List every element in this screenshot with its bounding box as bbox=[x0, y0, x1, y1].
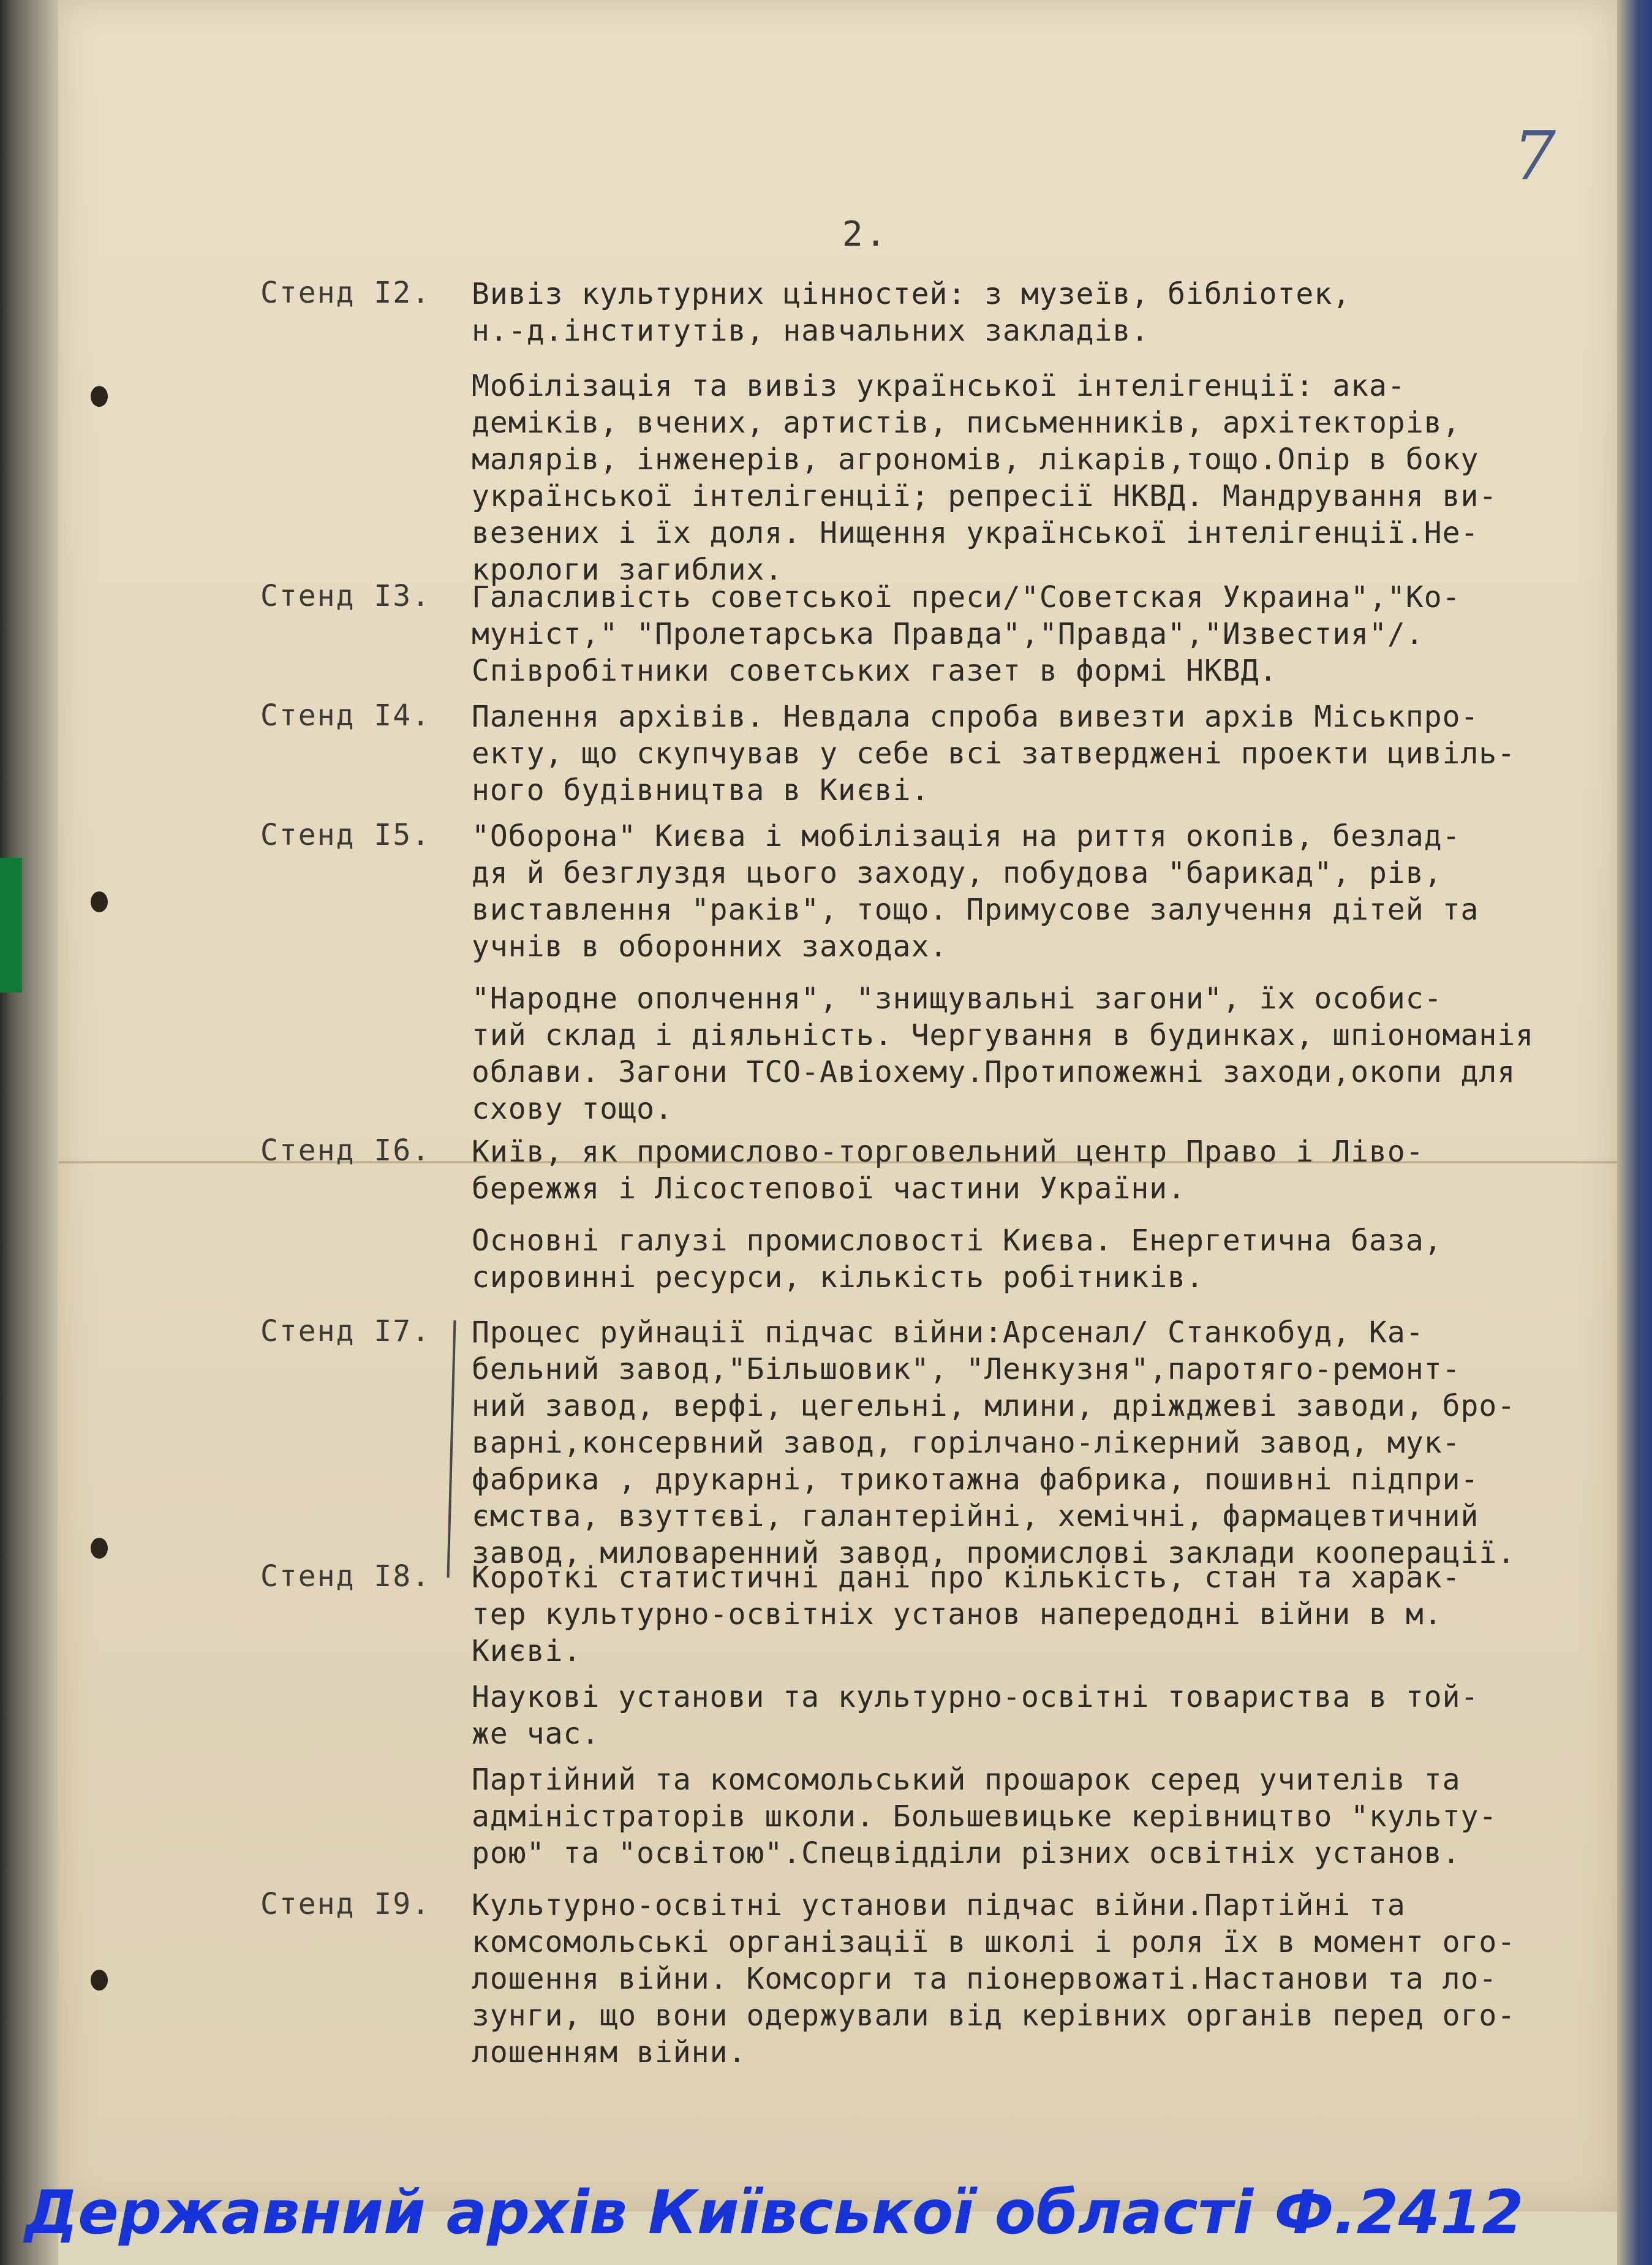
stand-paragraph: Партійний та комсомольський прошарок серед учителів та адміністраторів школи. Большевицьке керівництво "культу- рою" та "освітою".Спецвідділи різних освітніх установ. bbox=[472, 1763, 1498, 1870]
stand-paragraph: Короткі статистичні дані про кількість, стан та харак- тер культурно-освітніх установ напередодні війни в м. Києві. bbox=[472, 1560, 1461, 1668]
page-number: 2. bbox=[842, 214, 889, 254]
archive-caption: Державний архів Київської області Ф.2412 bbox=[25, 2178, 1524, 2248]
scan-left-edge bbox=[0, 0, 58, 2265]
stand-label: Стенд I9. bbox=[260, 1887, 431, 1921]
stand-label: Стенд I6. bbox=[260, 1133, 431, 1168]
stand-paragraph: "Оборона" Києва і мобілізація на риття окопів, безлад- дя й безглуздя цього заходу, побудова "барикад", рів, виставлення "раків", тощо. Примусове залучення дітей та учнів в оборонних заходах. bbox=[472, 819, 1479, 964]
stand-paragraph: Вивіз культурних цінностей: з музеїв, бібліотек, н.-д.інститутів, навчальних закладів. bbox=[472, 277, 1351, 348]
stand-label: Стенд I4. bbox=[260, 698, 431, 733]
scan-right-edge bbox=[1617, 0, 1652, 2265]
folio-number: 7 bbox=[1513, 116, 1556, 195]
stand-paragraph: Процес руйнації підчас війни:Арсенал/ Станкобуд, Ка- бельний завод,"Більшовик", "Ленкузня",паротяго-ремонт- ний завод, верфі, цегельні, млини, дріжджеві заводи, бро- варні,консервний завод, горілчано-лікерний завод, мук- фабрика , друкарні, трикотажна фабрика, пошивні підпри- ємства, взуттєві, галантерійні, хемічні, фармацевтичний завод, миловаренний завод, промислові заклади кооперації. bbox=[472, 1315, 1516, 1570]
stand-paragraph: Наукові установи та культурно-освітні товариства в той- же час. bbox=[472, 1680, 1479, 1751]
stand-label: Стенд I7. bbox=[260, 1314, 431, 1348]
stand-paragraph: Мобілізація та вивіз української інтелігенції: ака- деміків, вчених, артистів, письменників, архітекторів, малярів, інженерів, агрономів, лікарів,тощо.Опір в боку української інтелігенції; репресії НКВД. Мандрування ви- везених і їх доля. Нищення української інтелігенції.Не- крологи загиблих. bbox=[472, 369, 1498, 587]
stand-paragraph: Київ, як промислово-торговельний центр Право і Ліво- бережжя і Лісостепової частини України. bbox=[472, 1135, 1424, 1206]
stand-paragraph: "Народне ополчення", "знищувальні загони", їх особис- тий склад і діяльність. Чергування в будинках, шпіономанія облави. Загони ТСО-Авіохему.Протипожежні заходи,окопи для схову тощо. bbox=[472, 981, 1534, 1126]
stand-paragraph: Культурно-освітні установи підчас війни.Партійні та комсомольські організації в школі і роля їх в момент ого- лошення війни. Комсорги та піонервожаті.Настанови та ло- зунги, що вони одержували від керівних органів перед ого- лошенням війни. bbox=[472, 1888, 1516, 2070]
stand-label: Стенд I2. bbox=[260, 276, 431, 310]
stand-label: Стенд I5. bbox=[260, 818, 431, 852]
scan-green-marker bbox=[0, 858, 22, 993]
binding-hole bbox=[91, 1970, 108, 1991]
stand-paragraph: Галасливість советської преси/"Советская Украина","Ко- муніст," "Пролетарська Правда","Правда","Известия"/. Співробітники советських газет в формі НКВД. bbox=[472, 580, 1461, 688]
stand-paragraph: Основні галузі промисловості Києва. Енергетична база, сировинні ресурси, кількість робітників. bbox=[472, 1223, 1443, 1295]
binding-hole bbox=[91, 1538, 108, 1559]
binding-hole bbox=[91, 891, 108, 912]
stand-label: Стенд I8. bbox=[260, 1559, 431, 1594]
binding-hole bbox=[91, 386, 108, 407]
stand-paragraph: Палення архівів. Невдала спроба вивезти архів Міськпро- екту, що скупчував у себе всі затверджені проекти цивіль- ного будівництва в Києві. bbox=[472, 700, 1516, 807]
stand-label: Стенд I3. bbox=[260, 579, 431, 613]
